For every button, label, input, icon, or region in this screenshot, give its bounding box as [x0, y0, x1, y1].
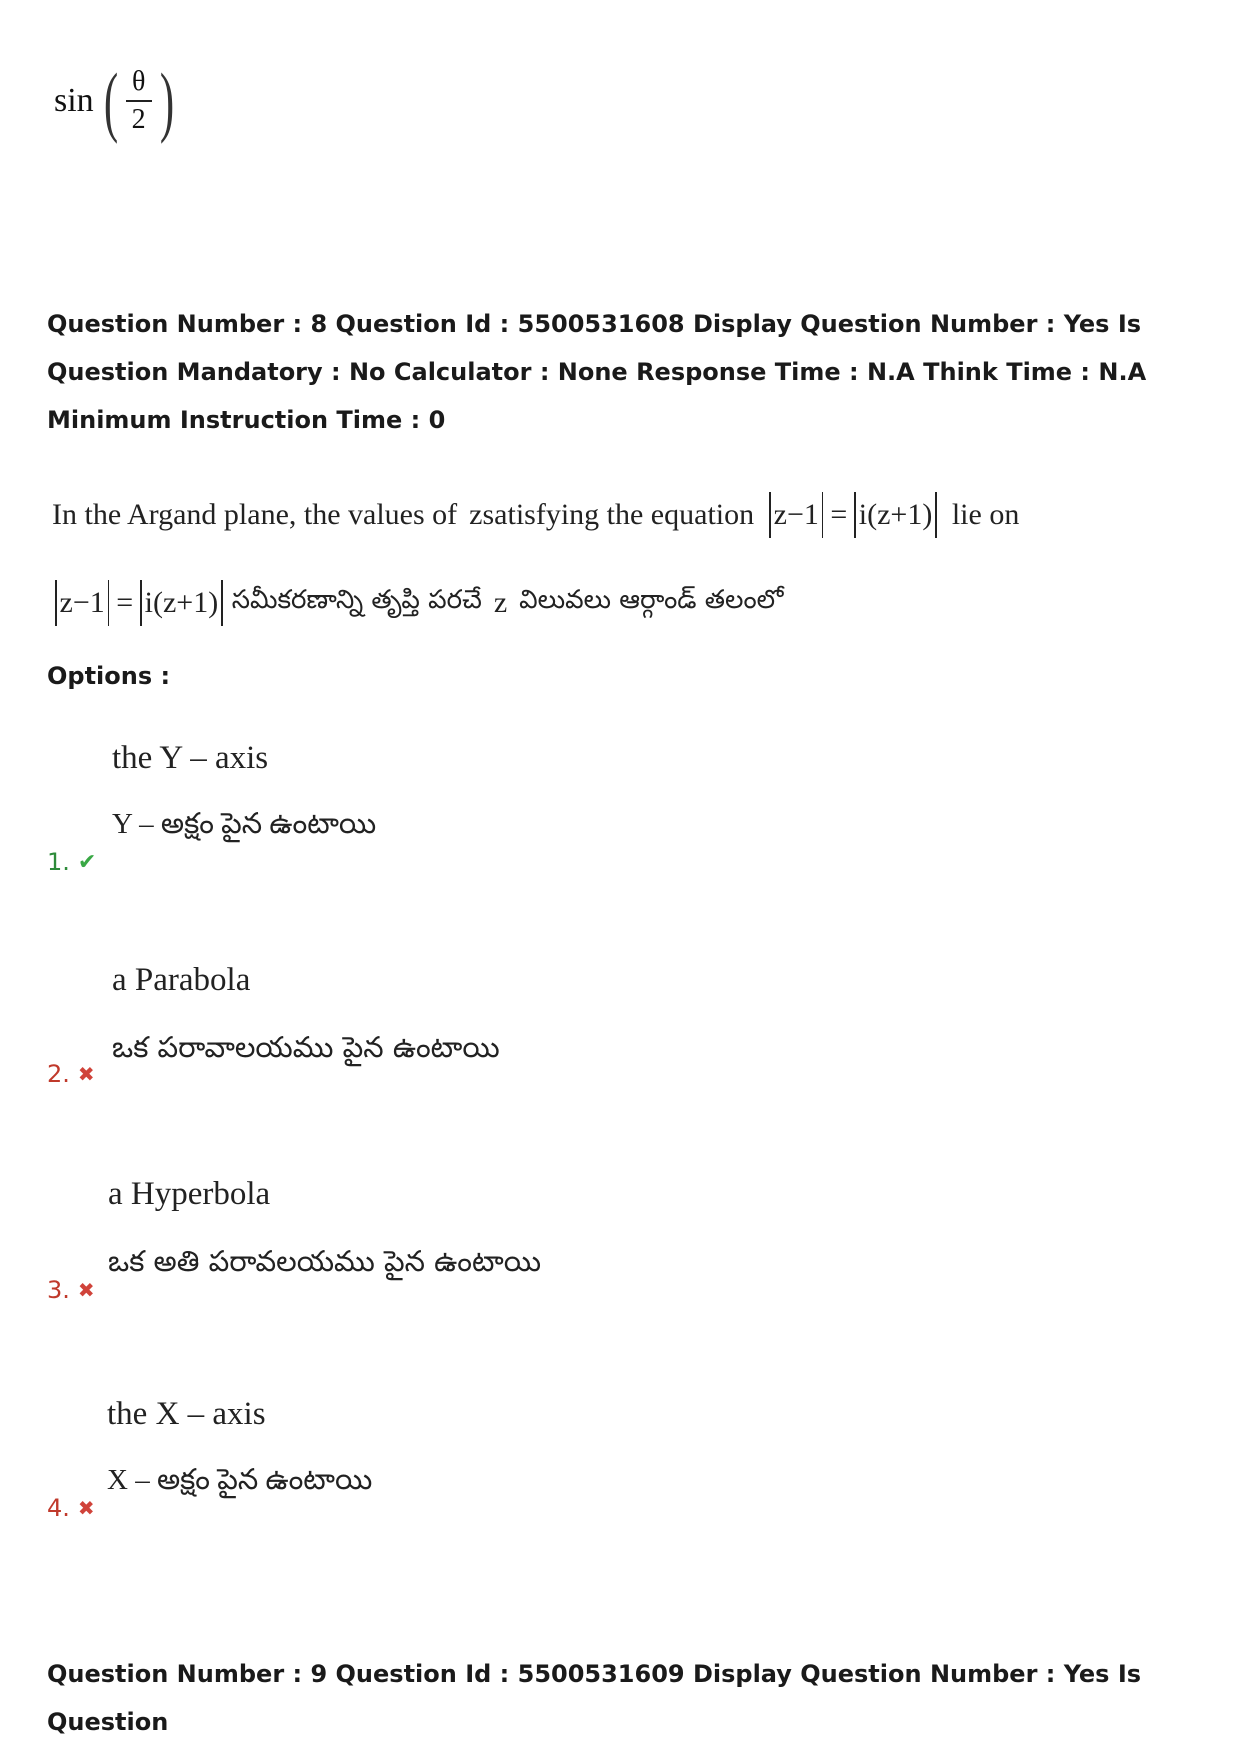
- abs-bar: [854, 492, 856, 538]
- abs-bar: [935, 492, 937, 538]
- equation-lhs: z−1: [59, 586, 105, 619]
- abs-bar: [769, 492, 771, 538]
- telugu-variable: z: [493, 586, 508, 619]
- abs-bar: [140, 580, 142, 626]
- equation-equals: =: [116, 586, 134, 619]
- option-1-telugu: Y – అక్షం పైన ఉంటాయి: [112, 808, 377, 840]
- option-1-english: the Y – axis: [112, 740, 269, 776]
- option-2-telugu: ఒక పరావాలయము పైన ఉంటాయి: [112, 1030, 500, 1064]
- left-paren: (: [103, 57, 118, 144]
- option-2-english: a Parabola: [112, 962, 251, 998]
- fraction: [126, 66, 152, 136]
- cross-icon: ✖: [77, 1496, 95, 1520]
- equation: [766, 492, 940, 538]
- telugu-text-a: సమీకరణాన్ని తృప్తి పరచే: [231, 585, 482, 615]
- telugu-text-b: విలువలు ఆర్గాండ్ తలంలో: [519, 585, 784, 615]
- option-4-telugu: X – అక్షం పైన ఉంటాయి: [107, 1464, 373, 1496]
- question-variable: z: [469, 498, 483, 531]
- abs-bar: [221, 580, 223, 626]
- equation-lhs: z−1: [773, 498, 819, 531]
- option-number: 4.: [47, 1494, 70, 1522]
- fraction-bar: [126, 100, 152, 102]
- option-2-number: [47, 1060, 95, 1088]
- fraction-numerator: θ: [131, 66, 146, 98]
- check-icon: ✔: [77, 849, 97, 875]
- option-4-number: [47, 1494, 95, 1522]
- option-number: 1.: [47, 848, 70, 876]
- next-question-meta: Question Number : 9 Question Id : 5500531609 Display Question Number : Yes Is Question: [47, 1660, 1142, 1736]
- question-text-mid: satisfying the equation: [482, 498, 755, 531]
- previous-option-formula: [54, 57, 180, 144]
- question-text-suffix: lie on: [951, 498, 1020, 531]
- question-text-english: [52, 492, 1019, 538]
- option-number: 3.: [47, 1276, 70, 1304]
- right-paren: ): [159, 57, 174, 144]
- sin-function: sin: [54, 82, 94, 119]
- equation-equals: =: [830, 498, 848, 531]
- abs-bar: [108, 580, 110, 626]
- question-meta: Question Number : 8 Question Id : 5500531608 Display Question Number : Yes Is Question Mandatory : No Calculator : None Response Time : N.A Think Time : N.A Minimum Instruction Time : 0: [47, 310, 1147, 434]
- equation-rhs: i(z+1): [858, 498, 933, 531]
- options-label: Options :: [47, 662, 171, 690]
- fraction-denominator: 2: [131, 103, 146, 135]
- question-text-prefix: In the Argand plane, the values of: [52, 498, 458, 531]
- abs-bar: [822, 492, 824, 538]
- equation-telugu: [52, 580, 226, 626]
- option-3-english: a Hyperbola: [108, 1176, 271, 1212]
- option-number: 2.: [47, 1060, 70, 1088]
- question-text-telugu: [52, 580, 783, 626]
- abs-bar: [55, 580, 57, 626]
- cross-icon: ✖: [77, 1278, 95, 1302]
- option-4-english: the X – axis: [107, 1396, 266, 1432]
- option-1-number: [47, 848, 96, 876]
- equation-rhs: i(z+1): [144, 586, 219, 619]
- option-3-telugu: ఒక అతి పరావలయము పైన ఉంటాయి: [108, 1244, 541, 1278]
- cross-icon: ✖: [77, 1062, 95, 1086]
- option-3-number: [47, 1276, 95, 1304]
